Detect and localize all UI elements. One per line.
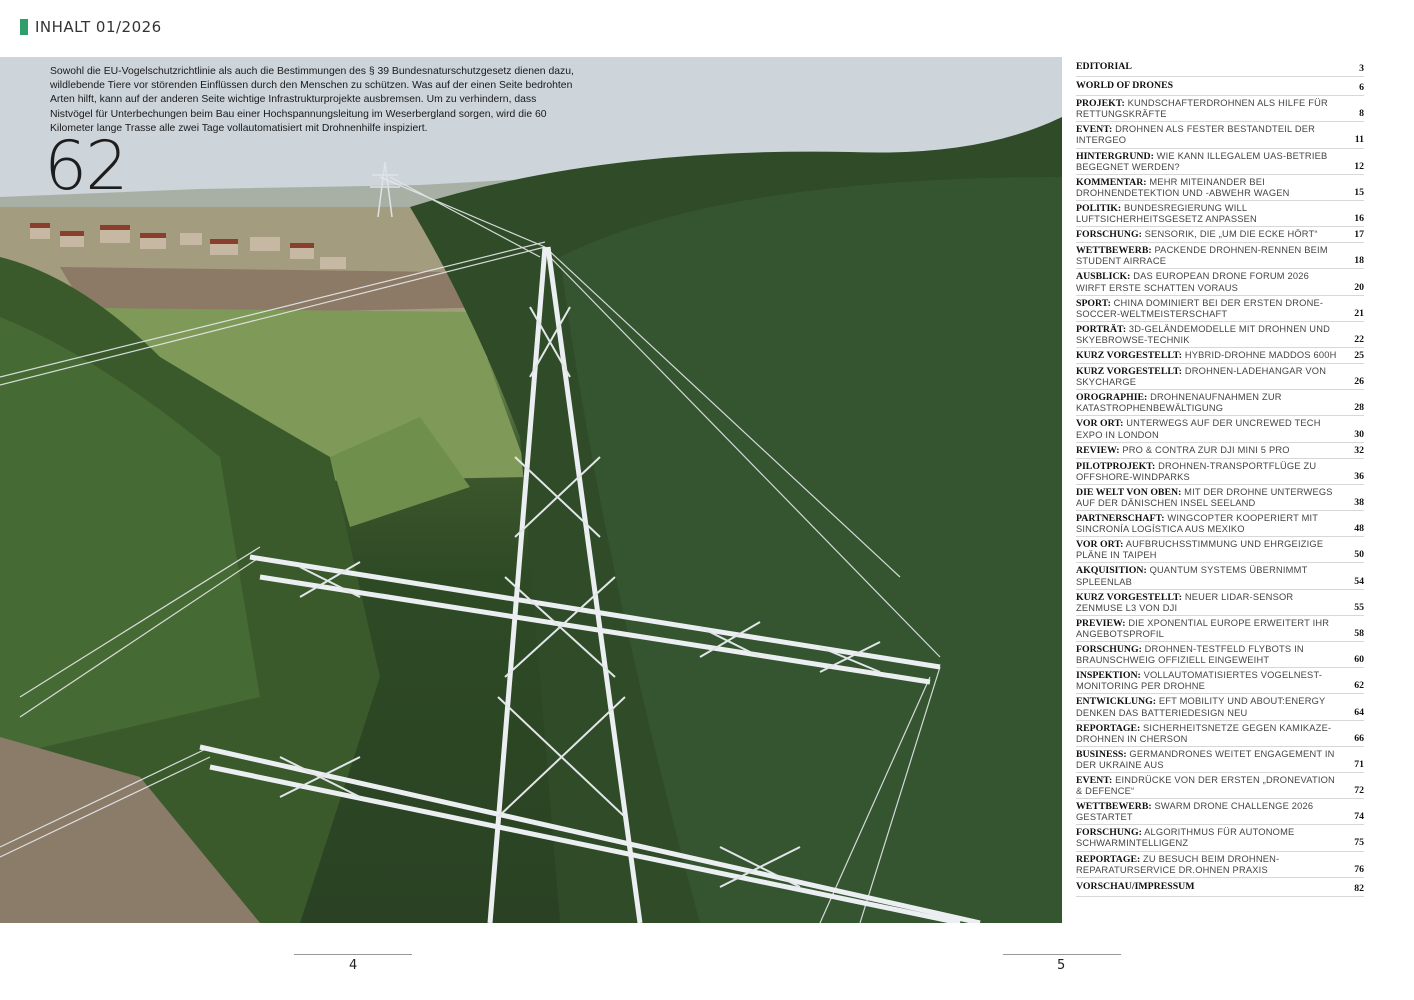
toc-category: WORLD OF DRONES bbox=[1076, 80, 1174, 92]
toc-entry[interactable] bbox=[1076, 416, 1364, 442]
toc-category: EVENT: bbox=[1076, 774, 1113, 786]
toc-entry[interactable] bbox=[1076, 459, 1364, 485]
page-number-left: 4 bbox=[349, 958, 358, 973]
toc-entry[interactable] bbox=[1076, 799, 1364, 825]
toc-title: EFT MOBILITY UND ABOUT:ENERGY DENKEN DAS BATTERIEDESIGN NEU bbox=[1076, 696, 1326, 718]
toc-title: DROHNEN-TESTFELD FLYBOTS IN BRAUNSCHWEIG OFFIZIELL EINGEWEIHT bbox=[1076, 644, 1304, 666]
toc-title: DROHNENAUFNAHMEN ZUR KATASTROPHENBEWÄLTIGUNG bbox=[1076, 392, 1282, 414]
toc-title: GERMANDRONES WEITET ENGAGEMENT IN DER UKRAINE AUS bbox=[1076, 748, 1335, 770]
toc-page-number: 55 bbox=[1354, 601, 1364, 613]
toc-page-number: 28 bbox=[1354, 402, 1364, 414]
toc-category: AUSBLICK: bbox=[1076, 271, 1131, 283]
toc-category: SPORT: bbox=[1076, 297, 1111, 309]
toc-page-number: 72 bbox=[1354, 785, 1364, 797]
toc-page-number: 30 bbox=[1354, 428, 1364, 440]
toc-entry[interactable] bbox=[1076, 175, 1364, 201]
toc-page-number: 60 bbox=[1354, 654, 1364, 666]
toc-category: EVENT: bbox=[1076, 124, 1113, 136]
toc-category: REVIEW: bbox=[1076, 444, 1120, 456]
toc-entry[interactable] bbox=[1076, 747, 1364, 773]
accent-bar bbox=[20, 19, 28, 35]
toc-page-number: 74 bbox=[1354, 811, 1364, 823]
section-header bbox=[20, 18, 162, 36]
footer-rule-right bbox=[1003, 954, 1121, 955]
toc-title: EINDRÜCKE VON DER ERSTEN „DRONEVATION & DEFENCE“ bbox=[1076, 774, 1335, 797]
toc-title: SWARM DRONE CHALLENGE 2026 GESTARTET bbox=[1076, 801, 1314, 823]
toc-title: QUANTUM SYSTEMS ÜBERNIMMT SPLEENLAB bbox=[1076, 565, 1308, 587]
toc-title: WIE KANN ILLEGALEM UAS-BETRIEB BEGEGNET WERDEN? bbox=[1076, 150, 1328, 172]
toc-title: NEUER LIDAR-SENSOR ZENMUSE L3 VON DJI bbox=[1076, 591, 1294, 613]
toc-category: PORTRÄT: bbox=[1076, 323, 1127, 335]
toc-page-number: 15 bbox=[1354, 186, 1364, 198]
toc-category: EDITORIAL bbox=[1076, 61, 1132, 72]
toc-entry[interactable] bbox=[1076, 485, 1364, 511]
toc-page-number: 64 bbox=[1354, 706, 1364, 718]
footer-rule-left bbox=[294, 954, 412, 955]
toc-entry[interactable] bbox=[1076, 390, 1364, 416]
page-number-right: 5 bbox=[1057, 958, 1066, 973]
toc-page-number: 66 bbox=[1354, 732, 1364, 744]
feature-page-number[interactable]: 62 bbox=[44, 127, 127, 206]
toc-category: ENTWICKLUNG: bbox=[1076, 696, 1157, 708]
toc-page-number: 6 bbox=[1359, 82, 1364, 94]
toc-page-number: 12 bbox=[1354, 160, 1364, 172]
toc-page-number: 16 bbox=[1354, 213, 1364, 225]
toc-page-number: 38 bbox=[1354, 497, 1364, 508]
toc-entry[interactable] bbox=[1076, 243, 1364, 269]
toc-page-number: 20 bbox=[1354, 281, 1364, 293]
toc-page-number: 58 bbox=[1354, 627, 1364, 639]
section-title: INHALT 01/2026 bbox=[35, 18, 162, 36]
toc-entry[interactable] bbox=[1076, 668, 1364, 694]
toc-entry[interactable] bbox=[1076, 227, 1364, 243]
toc-title: HYBRID-DROHNE MADDOS 600H bbox=[1182, 349, 1337, 360]
toc-category: HINTERGRUND: bbox=[1076, 150, 1154, 162]
toc-title: SICHERHEITSNETZE GEGEN KAMIKAZE-DROHNEN IN CHERSON bbox=[1076, 722, 1332, 744]
toc-page-number: 36 bbox=[1354, 470, 1364, 482]
toc-title: SENSORIK, DIE „UM DIE ECKE HÖRT“ bbox=[1141, 229, 1318, 240]
toc-page-number: 50 bbox=[1354, 549, 1364, 561]
feature-photo bbox=[0, 57, 1062, 923]
toc-category: POLITIK: bbox=[1076, 202, 1122, 214]
toc-entry[interactable] bbox=[1076, 852, 1364, 878]
toc-category: INSPEKTION: bbox=[1076, 670, 1141, 682]
toc-category: FORSCHUNG: bbox=[1076, 827, 1142, 839]
toc-page-number: 18 bbox=[1354, 255, 1364, 267]
toc-category: FORSCHUNG: bbox=[1076, 229, 1142, 241]
toc-title: 3D-GELÄNDEMODELLE MIT DROHNEN UND SKYEBROWSE-TECHNIK bbox=[1076, 323, 1331, 345]
toc-entry[interactable] bbox=[1076, 96, 1364, 122]
toc-entry[interactable] bbox=[1076, 511, 1364, 537]
toc-title: BUNDESREGIERUNG WILL LUFTSICHERHEITSGESETZ ANPASSEN bbox=[1076, 202, 1257, 225]
toc-category: KURZ VORGESTELLT: bbox=[1076, 366, 1183, 378]
toc-page-number: 76 bbox=[1354, 863, 1364, 875]
toc-category: WETTBEWERB: bbox=[1076, 245, 1152, 257]
toc-category: DIE WELT VON OBEN: bbox=[1076, 486, 1182, 498]
toc-title: PRO & CONTRA ZUR DJI MINI 5 PRO bbox=[1119, 444, 1290, 455]
toc-title: VOLLAUTOMATISIERTES VOGELNEST-MONITORING PER DROHNE bbox=[1076, 670, 1323, 692]
toc-title: MIT DER DROHNE UNTERWEGS AUF DER DÄNISCHEN INSEL SEELAND bbox=[1076, 486, 1333, 508]
toc-category: REPORTAGE: bbox=[1076, 853, 1141, 865]
toc-title: DROHNEN ALS FESTER BESTANDTEIL DER INTERGEO bbox=[1076, 124, 1316, 146]
toc-page-number: 54 bbox=[1354, 575, 1364, 587]
toc-category: AKQUISITION: bbox=[1076, 565, 1147, 577]
toc-title: MEHR MITEINANDER BEI DROHNENDETEKTION UND -ABWEHR WAGEN bbox=[1076, 176, 1290, 198]
toc-entry[interactable] bbox=[1076, 322, 1364, 348]
power-pylon-illustration bbox=[0, 57, 1062, 923]
toc-title: KUNDSCHAFTERDROHNEN ALS HILFE FÜR RETTUNGSKRÄFTE bbox=[1076, 98, 1328, 120]
toc-entry[interactable] bbox=[1076, 642, 1364, 668]
toc-title: DAS EUROPEAN DRONE FORUM 2026 WIRFT ERSTE SCHATTEN VORAUS bbox=[1076, 271, 1309, 293]
toc-entry[interactable] bbox=[1076, 122, 1364, 148]
toc-category: OROGRAPHIE: bbox=[1076, 392, 1148, 404]
toc-title: ZU BESUCH BEIM DROHNEN-REPARATURSERVICE DR.OHNEN PRAXIS bbox=[1076, 853, 1280, 875]
toc-category: PILOTPROJEKT: bbox=[1076, 460, 1156, 472]
toc-entry[interactable] bbox=[1076, 296, 1364, 322]
toc-category: KURZ VORGESTELLT: bbox=[1076, 349, 1183, 361]
toc-category: WETTBEWERB: bbox=[1076, 801, 1152, 813]
toc-category: PARTNERSCHAFT: bbox=[1076, 513, 1165, 525]
toc-category: VOR ORT: bbox=[1076, 539, 1124, 551]
toc-entry[interactable] bbox=[1076, 563, 1364, 589]
toc-entry[interactable] bbox=[1076, 201, 1364, 227]
toc-page-number: 48 bbox=[1354, 523, 1364, 535]
toc-page-number: 32 bbox=[1354, 444, 1364, 456]
toc-entry[interactable] bbox=[1076, 590, 1364, 616]
toc-page-number: 3 bbox=[1359, 63, 1364, 74]
toc-entry[interactable] bbox=[1076, 149, 1364, 175]
toc-page-number: 8 bbox=[1359, 108, 1364, 120]
toc-title: UNTERWEGS AUF DER UNCREWED TECH EXPO IN LONDON bbox=[1076, 418, 1321, 440]
toc-title: AUFBRUCHSSTIMMUNG UND EHRGEIZIGE PLÄNE IN TAIPEH bbox=[1076, 539, 1324, 561]
toc-entry[interactable] bbox=[1076, 616, 1364, 642]
toc-entry[interactable] bbox=[1076, 773, 1364, 799]
toc-page-number: 21 bbox=[1354, 307, 1364, 319]
toc-title: DROHNEN-TRANSPORTFLÜGE ZU OFFSHORE-WINDPARKS bbox=[1076, 460, 1317, 482]
toc-category: PROJEKT: bbox=[1076, 98, 1125, 110]
toc-entry[interactable] bbox=[1076, 348, 1364, 364]
toc-page-number: 22 bbox=[1354, 333, 1364, 345]
toc-title: PACKENDE DROHNEN-RENNEN BEIM STUDENT AIRRACE bbox=[1076, 245, 1328, 267]
toc-title: CHINA DOMINIERT BEI DER ERSTEN DRONE-SOCCER-WELTMEISTERSCHAFT bbox=[1076, 297, 1324, 319]
toc-page-number: 62 bbox=[1354, 680, 1364, 692]
toc-entry[interactable] bbox=[1076, 825, 1364, 851]
toc-entry[interactable] bbox=[1076, 269, 1364, 295]
toc-page-number: 11 bbox=[1354, 134, 1364, 146]
toc-category: KOMMENTAR: bbox=[1076, 176, 1147, 188]
toc-category: PREVIEW: bbox=[1076, 617, 1126, 629]
toc-page-number: 25 bbox=[1354, 349, 1364, 361]
toc-page-number: 82 bbox=[1354, 882, 1364, 894]
toc-category: KURZ VORGESTELLT: bbox=[1076, 591, 1183, 603]
toc-entry[interactable] bbox=[1076, 721, 1364, 747]
toc-title: DIE XPONENTIAL EUROPE ERWEITERT IHR ANGEBOTSPROFIL bbox=[1076, 617, 1330, 639]
toc-entry[interactable] bbox=[1076, 537, 1364, 563]
toc-page-number: 26 bbox=[1354, 376, 1364, 388]
toc-entry[interactable] bbox=[1076, 364, 1364, 390]
toc-entry[interactable] bbox=[1076, 694, 1364, 720]
toc-category: FORSCHUNG: bbox=[1076, 644, 1142, 656]
intro-paragraph: Sowohl die EU-Vogelschutzrichtlinie als auch die Bestimmungen des § 39 Bundesnaturschutzgesetz dienen dazu, wildlebende Tiere vor störenden Einflüssen durch den Menschen zu schützen. Was auf der einen Seite bedrohten Arten hilft, kann auf der anderen Seite wichtige Infrastrukturprojekte ausbremsen. Um zu verhindern, dass Nistvögel für Unterbechungen beim Bau einer Hochspannungsleitung im Weserbergland sorgen, wird die 60 Kilometer lange Trasse alle zwei Tage vollautomatisiert mit Drohnenhilfe inspiziert. bbox=[50, 66, 574, 134]
toc-title: ALGORITHMUS FÜR AUTONOME SCHWARMINTELLIGENZ bbox=[1076, 827, 1295, 849]
toc-entry[interactable] bbox=[1076, 58, 1364, 77]
toc-title: DROHNEN-LADEHANGAR VON SKYCHARGE bbox=[1076, 366, 1327, 388]
toc-page-number: 75 bbox=[1354, 837, 1364, 849]
toc-category: REPORTAGE: bbox=[1076, 722, 1141, 734]
toc-category: BUSINESS: bbox=[1076, 748, 1127, 760]
toc-page-number: 71 bbox=[1354, 758, 1364, 770]
toc-entry[interactable] bbox=[1076, 443, 1364, 459]
table-of-contents bbox=[1076, 58, 1364, 897]
toc-entry[interactable] bbox=[1076, 878, 1364, 897]
toc-page-number: 17 bbox=[1354, 229, 1364, 241]
toc-title: WINGCOPTER KOOPERIERT MIT SINCRONÍA LOGÍSTICA AUS MEXIKO bbox=[1076, 513, 1319, 535]
toc-category: VORSCHAU/IMPRESSUM bbox=[1076, 880, 1195, 892]
toc-entry[interactable] bbox=[1076, 77, 1364, 96]
toc-category: VOR ORT: bbox=[1076, 418, 1124, 430]
